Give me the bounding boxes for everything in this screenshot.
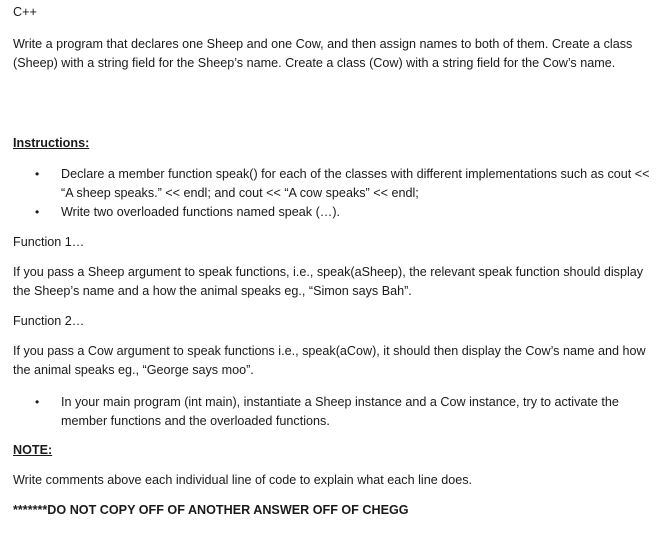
instruction-bullet-1 xyxy=(13,165,654,203)
language-label: C++ xyxy=(13,5,37,19)
instruction-bullet-2 xyxy=(13,203,654,222)
note-heading: NOTE: xyxy=(13,443,53,457)
main-program-text: In your main program (int main), instantiate a Sheep instance and a Cow instance, try to activate the member functions and the overloaded functions. xyxy=(61,395,619,428)
function-1-label: Function 1… xyxy=(13,235,85,249)
function-2-paragraph: If you pass a Cow argument to speak functions i.e., speak(aCow), it should then display the Cow’s name and how the animal speaks eg., “George says moo”. xyxy=(13,344,646,377)
instruction-text: Write two overloaded functions named speak (…). xyxy=(61,205,341,219)
bullet-dot: • xyxy=(35,205,40,219)
warning-text: *******DO NOT COPY OFF OF ANOTHER ANSWER OFF OF CHEGG xyxy=(13,503,409,517)
main-program-bullet xyxy=(13,393,654,431)
intro-paragraph: Write a program that declares one Sheep and one Cow, and then assign names to both of them. Create a class (Sheep) with a string field for the Sheep’s name. Create a class (Cow) with a string field for the Cow’s name. xyxy=(13,37,633,70)
note-paragraph: Write comments above each individual line of code to explain what each line does. xyxy=(13,473,473,487)
bullet-dot: • xyxy=(35,395,40,409)
instructions-heading: Instructions: xyxy=(13,136,90,150)
function-2-label: Function 2… xyxy=(13,314,85,328)
function-1-paragraph: If you pass a Sheep argument to speak functions, i.e., speak(aSheep), the relevant speak function should display the Sheep’s name and a how the animal speaks eg., “Simon says Bah”. xyxy=(13,265,644,298)
bullet-dot: • xyxy=(35,167,40,181)
instruction-text: Declare a member function speak() for each of the classes with different implementations such as cout << “A sheep speaks.” << endl; and cout << “A cow speaks” << endl; xyxy=(61,167,650,200)
